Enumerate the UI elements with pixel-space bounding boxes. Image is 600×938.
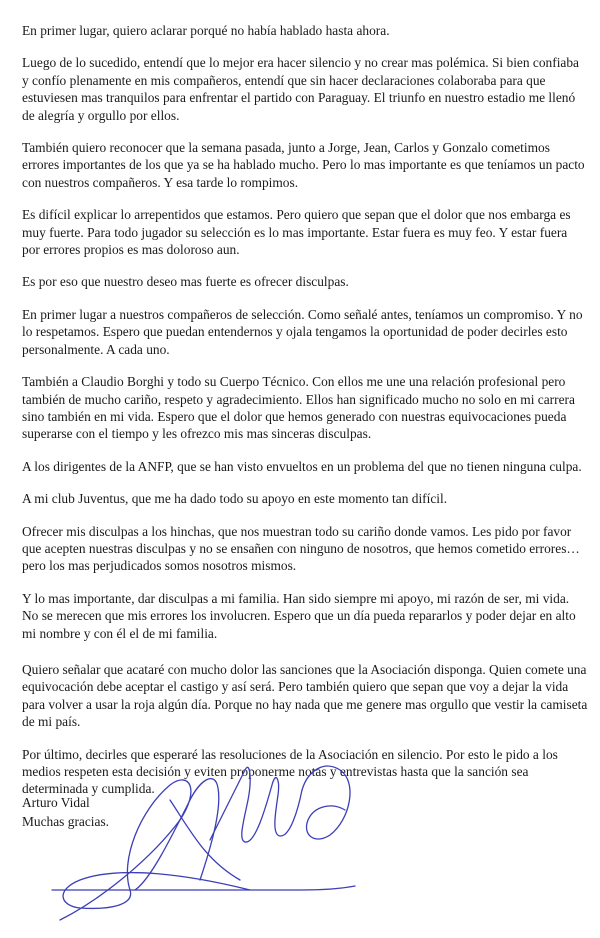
- closing-line: Muchas gracias.: [22, 813, 110, 829]
- handwritten-signature: [40, 740, 370, 930]
- paragraph-8: A los dirigentes de la ANFP, que se han visto envueltos en un problema del que no tienen ninguna culpa.: [22, 458, 582, 474]
- signer-name: Arturo Vidal: [22, 795, 90, 810]
- paragraph-4: Es difícil explicar lo arrepentidos que estamos. Pero quiero que sepan que el dolor que nos embarga es muy fuerte. Para todo jugador su selección es lo mas importante. Estar fuera es muy feo. Y estar fuera por errores propios es mas doloroso aun.: [22, 207, 571, 258]
- paragraph-1: En primer lugar, quiero aclarar porqué no había hablado hasta ahora.: [22, 23, 390, 38]
- paragraph-2: Luego de lo sucedido, entendí que lo mejor era hacer silencio y no crear mas polémica. Si bien confiaba y confío plenamente en mis compañeros, entendí que sin hacer declaraciones colaboraba para que estuviesen mas tranquilos para enfrentar el partido con Paraguay. El triunfo en nuestro estadio me llenó de alegría y orgullo por ellos.: [22, 55, 579, 123]
- paragraph-10: Ofrecer mis disculpas a los hinchas, que nos muestran todo su cariño donde vamos. Les pido por favor que acepten nuestras disculpas y no se ensañen con ninguno de nosotros, que hemos cometido errores… pero los mas perjudicados somos nosotros mismos.: [22, 523, 580, 574]
- paragraph-3: También quiero reconocer que la semana pasada, junto a Jorge, Jean, Carlos y Gonzalo cometimos errores importantes de los que ya se ha hablado mucho. Pero lo mas importante es que teníamos un pacto con nuestros compañeros. Y esa tarde lo rompimos.: [22, 140, 585, 190]
- paragraph-7: También a Claudio Borghi y todo su Cuerpo Técnico. Con ellos me une una relación profesional pero también de mucho cariño, respeto y agradecimiento. Ellos han significado mucho no solo en mi carrera sino también en mi vida. Espero que el dolor que hemos generado con nuestras equivocaciones pueda superarse con el tiempo y les ofrezco mis mas sinceras disculpas.: [22, 374, 575, 442]
- paragraph-12: Quiero señalar que acataré con mucho dolor las sanciones que la Asociación disponga. Quien comete una equivocación debe aceptar el castigo y así será. Pero también quiero que sepan que voy a dejar la vida para volver a usar la roja algún día. Porque no hay nada que me genere mas orgullo que vestir la camiseta de mi país.: [22, 661, 588, 730]
- paragraph-9: A mi club Juventus, que me ha dado todo su apoyo en este momento tan difícil.: [22, 491, 448, 507]
- paragraph-11: Y lo mas importante, dar disculpas a mi familia. Han sido siempre mi apoyo, mi razón de ser, mi vida. No se merecen que mis errores los involucren. Espero que un día pueda repararlos y poder dejar en alto mi nombre y con él el de mi familia.: [22, 590, 576, 641]
- letter-body: [22, 22, 588, 845]
- paragraph-5: Es por eso que nuestro deseo mas fuerte es ofrecer disculpas.: [22, 274, 349, 290]
- paragraph-6: En primer lugar a nuestros compañeros de selección. Como señalé antes, teníamos un compromiso. Y no lo respetamos. Espero que puedan entendernos y ojala tengamos la oportunidad de poder decirles esto personalmente. A cada uno.: [22, 306, 583, 357]
- paragraph-13: Por último, decirles que esperaré las resoluciones de la Asociación en silencio. Por esto le pido a los medios respeten esta decisión y eviten proponerme notas y entrevistas hasta que la sanción sea determinada y cumplida.: [22, 746, 558, 797]
